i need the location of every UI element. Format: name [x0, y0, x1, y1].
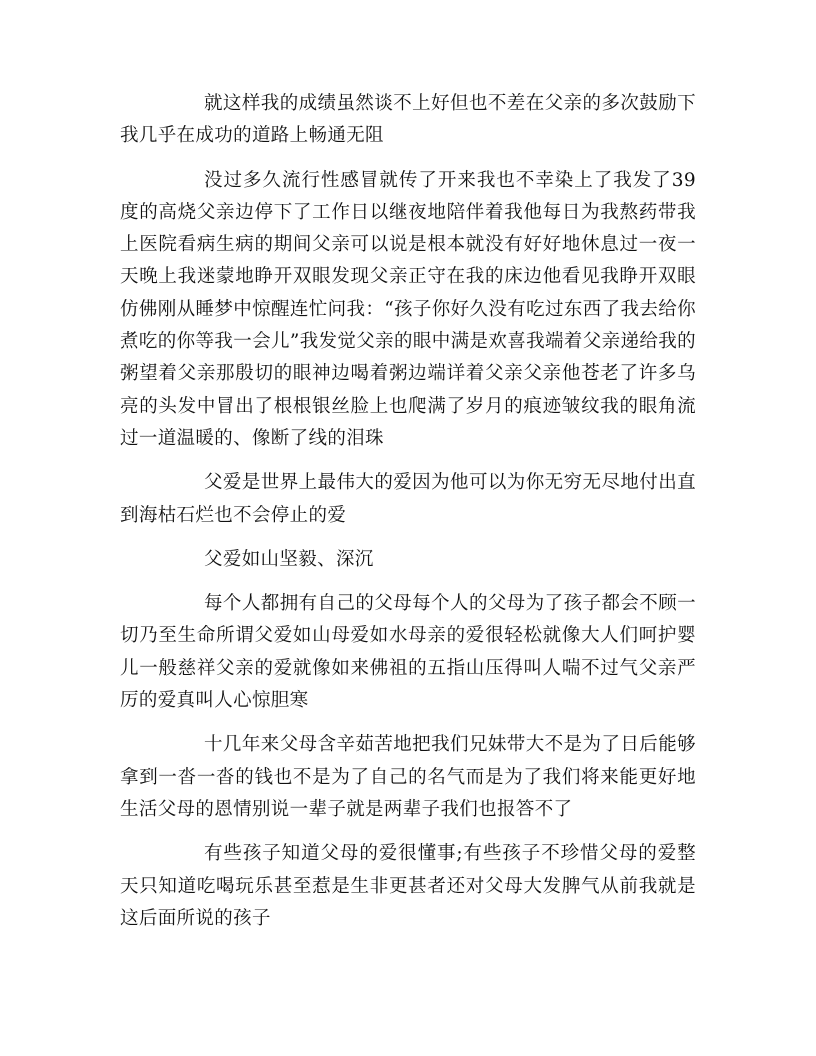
paragraph-4: 父爱如山坚毅、深沉	[204, 548, 374, 570]
paragraph-1: 就这样我的成绩虽然谈不上好但也不差在父亲的多次鼓励下我几乎在成功的道路上畅通无阻	[120, 93, 696, 147]
paragraph-5: 每个人都拥有自己的父母每个人的父母为了孩子都会不顾一切乃至生命所谓父爱如山母爱如水母亲的爱很轻松就像大人们呵护婴儿一般慈祥父亲的爱就像如来佛祖的五指山压得叫人喘不过气父亲严厉的爱真叫人心惊胆寒	[120, 593, 696, 712]
paragraph-2: 没过多久流行性感冒就传了开来我也不幸染上了我发了39度的高烧父亲边停下了工作日以继夜地陪伴着我他每日为我熬药带我上医院看病生病的期间父亲可以说是根本就没有好好地休息过一夜一天晚上我迷蒙地睁开双眼发现父亲正守在我的床边他看见我睁开双眼仿佛刚从睡梦中惊醒连忙问我：“孩子你好久没有吃过东西了我去给你煮吃的你等我一会儿”我发觉父亲的眼中满是欢喜我端着父亲递给我的粥望着父亲那殷切的眼神边喝着粥边端详着父亲父亲他苍老了许多乌亮的头发中冒出了根根银丝脸上也爬满了岁月的痕迹皱纹我的眼角流过一道温暖的、像断了线的泪珠	[120, 169, 696, 449]
paragraph-7: 有些孩子知道父母的爱很懂事;有些孩子不珍惜父母的爱整天只知道吃喝玩乐甚至惹是生非更甚者还对父母大发脾气从前我就是这后面所说的孩子	[120, 843, 696, 929]
paragraph-6: 十几年来父母含辛茹苦地把我们兄妹带大不是为了日后能够拿到一沓一沓的钱也不是为了自己的名气而是为了我们将来能更好地生活父母的恩情别说一辈子就是两辈子我们也报答不了	[120, 734, 696, 820]
document-page	[120, 88, 696, 947]
paragraph-3: 父爱是世界上最伟大的爱因为他可以为你无穷无尽地付出直到海枯石烂也不会停止的爱	[120, 472, 696, 526]
